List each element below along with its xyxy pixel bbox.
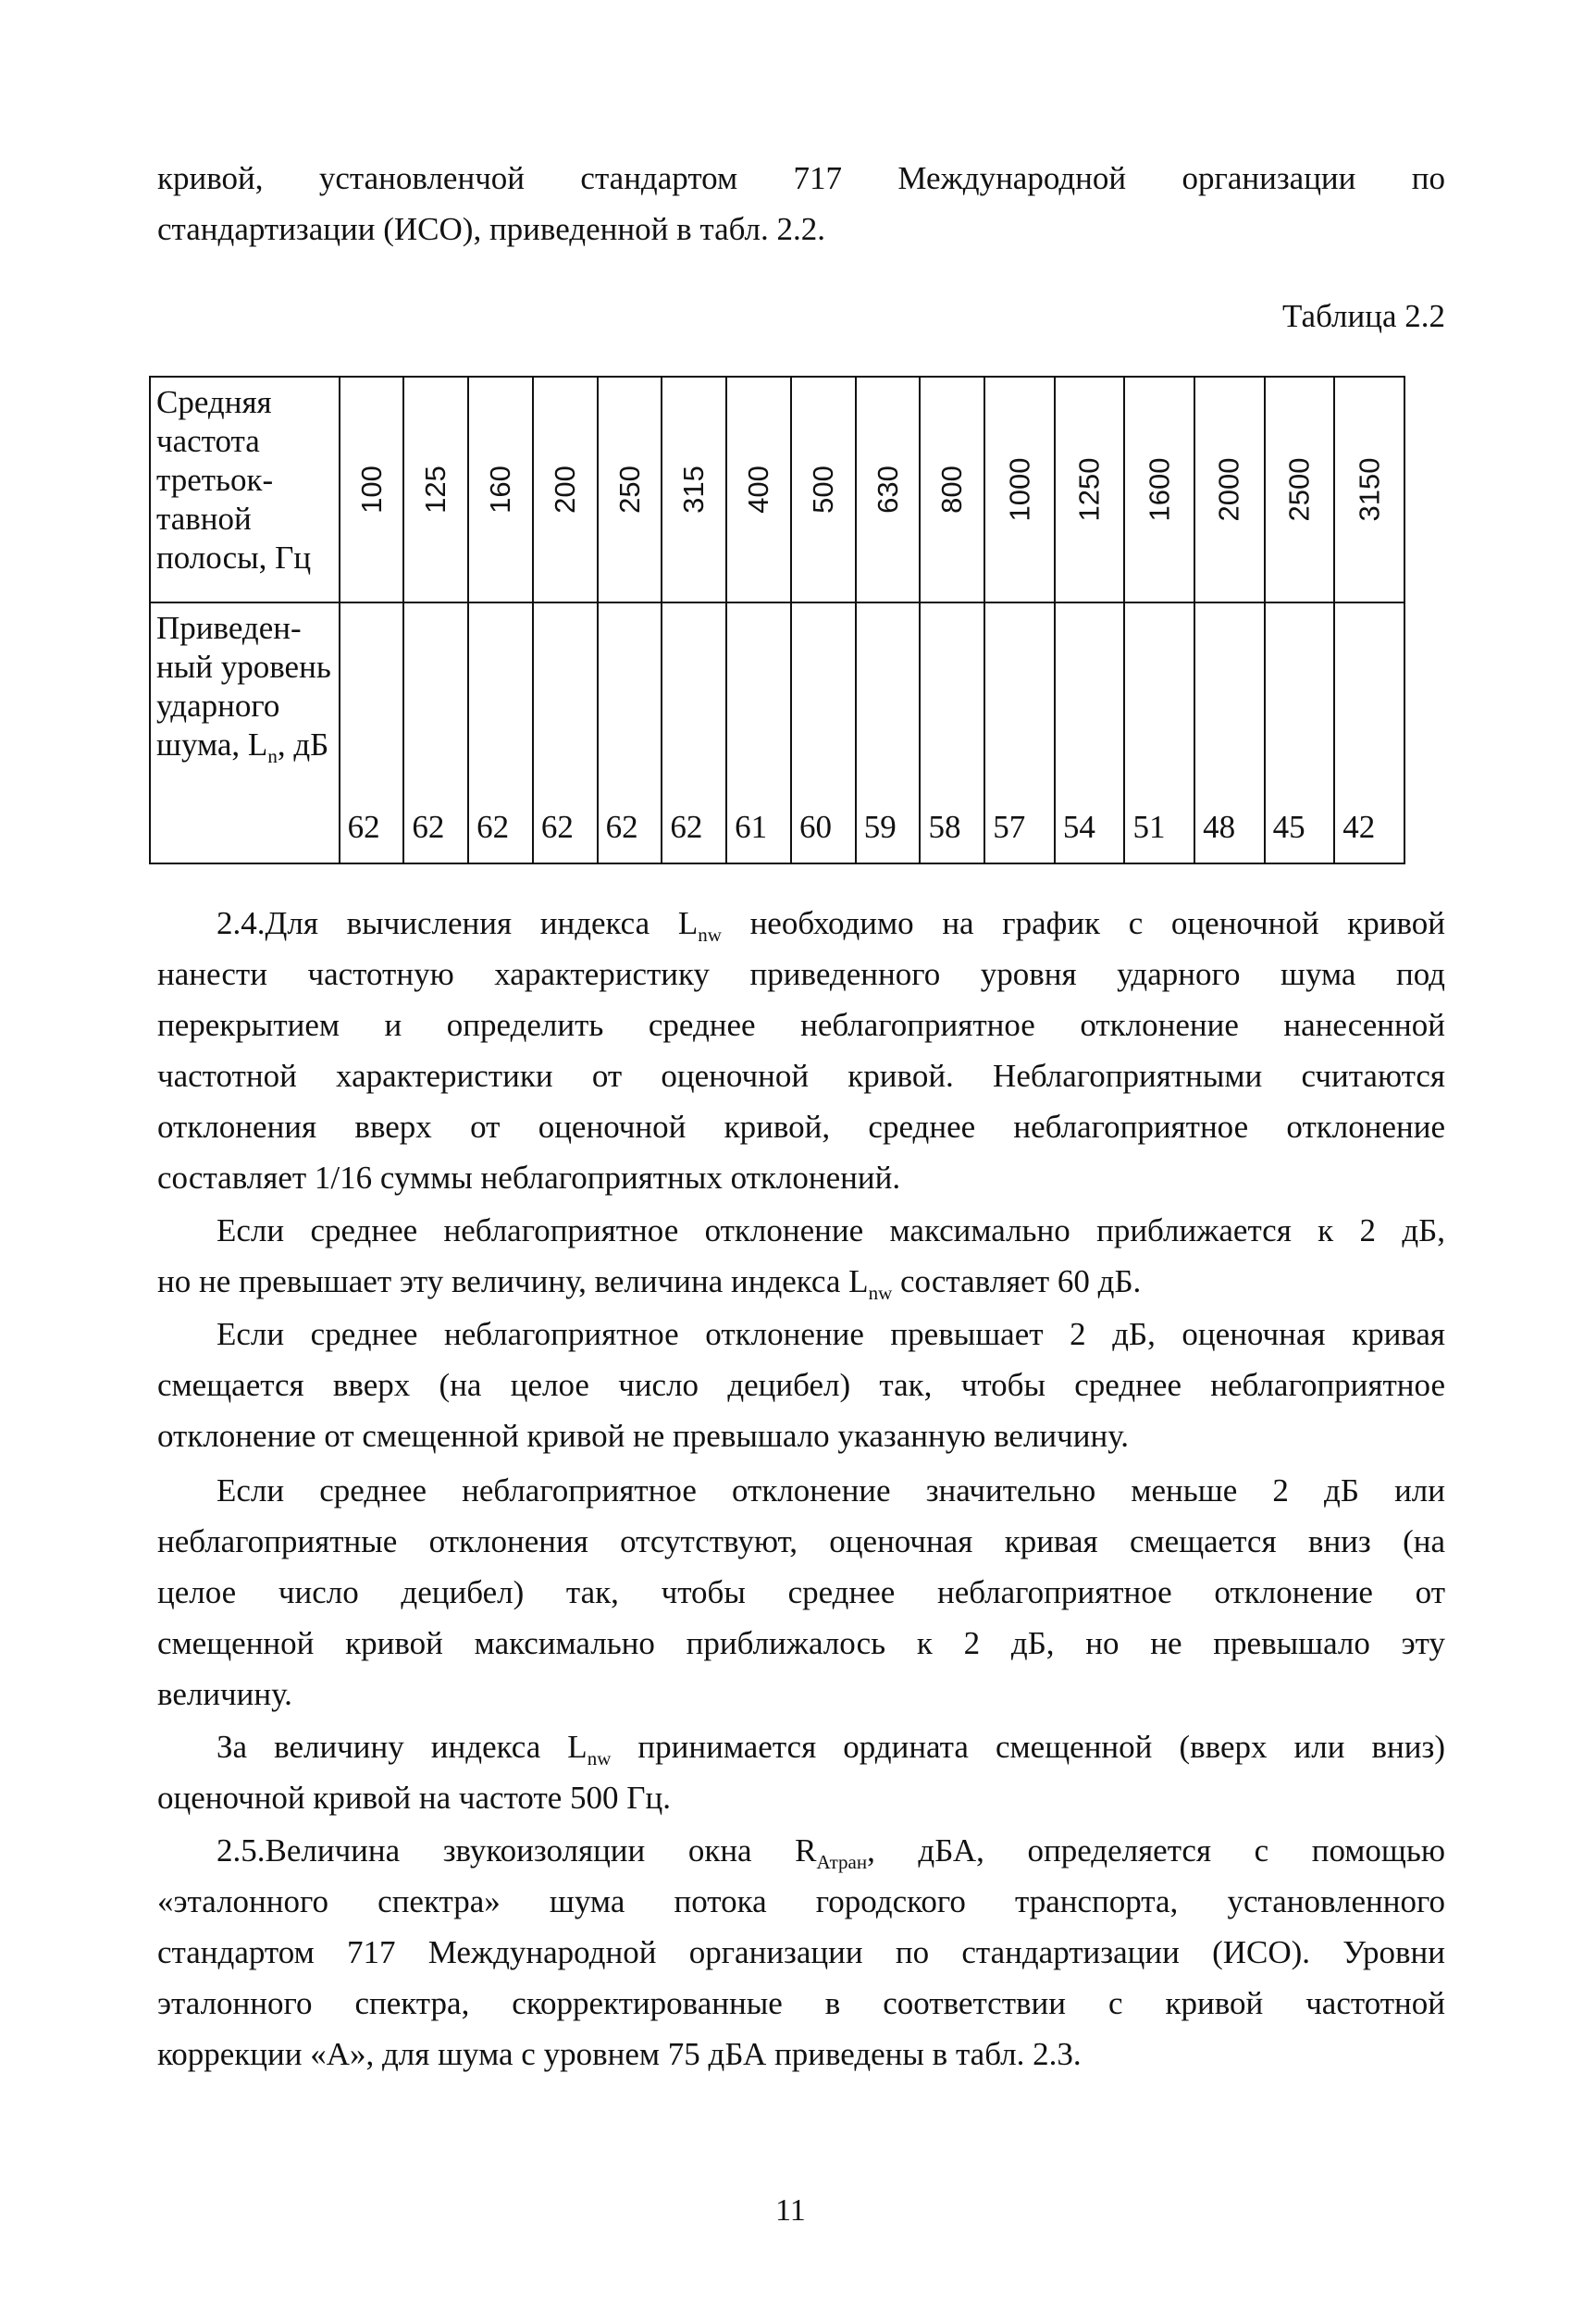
table-caption: Таблица 2.2 xyxy=(1282,298,1445,334)
freq-cell: 1000 xyxy=(984,377,1055,602)
freq-cell: 400 xyxy=(726,377,791,602)
pc-line-4: смещенной кривой максимально приближалось к 2 дБ, но не превышало эту xyxy=(157,1625,1445,1661)
p24-line-4: частотной характеристики от оценочной кривой. Неблагоприятными считаются xyxy=(157,1058,1445,1094)
p25-line-4: эталонного спектра, скорректированные в соответствии с кривой частотной xyxy=(157,1985,1445,2021)
freq-cell: 200 xyxy=(533,377,598,602)
pb-line-3: отклонение от смещенной кривой не превышало указанную величину. xyxy=(157,1418,1129,1454)
level-cell: 61 xyxy=(726,602,791,863)
pa-line-1: Если среднее неблагоприятное отклонение максимально приближается к 2 дБ, xyxy=(217,1212,1445,1248)
pb-line-1: Если среднее неблагоприятное отклонение превышает 2 дБ, оценочная кривая xyxy=(217,1316,1445,1352)
p25-line-2: «эталонного спектра» шума потока городского транспорта, установленного xyxy=(157,1883,1445,1919)
frequency-row-header xyxy=(150,377,340,602)
p24-line-1: 2.4.Для вычисления индекса $L_{nw}$ необходимо на график с оценочной кривой xyxy=(217,905,1445,946)
frequency-row-header-text: Средняя частота третьок-тавной полосы, Гц xyxy=(156,384,312,576)
pd-line-1: За величину индекса $L_{nw}$ принимается ордината смещенной (вверх или вниз) xyxy=(217,1729,1445,1769)
level-cell: 60 xyxy=(791,602,856,863)
impact-noise-table xyxy=(149,376,1405,864)
level-cell: 58 xyxy=(920,602,984,863)
freq-cell: 1600 xyxy=(1124,377,1194,602)
level-cell: 62 xyxy=(533,602,598,863)
freq-cell: 2000 xyxy=(1194,377,1265,602)
freq-cell: 1250 xyxy=(1055,377,1125,602)
freq-cell: 160 xyxy=(468,377,533,602)
level-cell: 62 xyxy=(403,602,468,863)
intro-line-2: стандартизации (ИСО), приведенной в табл. 2.2. xyxy=(157,211,826,247)
freq-cell: 2500 xyxy=(1265,377,1335,602)
page-number: 11 xyxy=(775,2193,806,2228)
p24-line-2: нанести частотную характеристику приведенного уровня ударного шума под xyxy=(157,956,1445,992)
level-cell: 51 xyxy=(1124,602,1194,863)
p25-line-3: стандартом 717 Международной организации по стандартизации (ИСО). Уровни xyxy=(157,1934,1445,1970)
level-cell: 62 xyxy=(468,602,533,863)
freq-cell: 630 xyxy=(856,377,921,602)
freq-cell: 315 xyxy=(662,377,726,602)
level-cell: 62 xyxy=(598,602,662,863)
p25-line-5: коррекции «А», для шума с уровнем 75 дБА приведены в табл. 2.3. xyxy=(157,2036,1082,2072)
level-cell: 59 xyxy=(856,602,921,863)
pc-line-2: неблагоприятные отклонения отсутствуют, оценочная кривая смещается вниз (на xyxy=(157,1523,1445,1559)
pc-line-3: целое число децибел) так, чтобы среднее неблагоприятное отклонение от xyxy=(157,1574,1445,1610)
level-cell: 62 xyxy=(340,602,404,863)
p25-line-1: 2.5.Величина звукоизоляции окна $R_{Атран}$, дБА, определяется с помощью xyxy=(217,1832,1445,1873)
pb-line-2: смещается вверх (на целое число децибел) так, чтобы среднее неблагоприятное xyxy=(157,1367,1445,1403)
freq-cell: 250 xyxy=(598,377,662,602)
level-cell: 48 xyxy=(1194,602,1265,863)
level-cell: 57 xyxy=(984,602,1055,863)
frequency-row xyxy=(150,377,1404,602)
p24-line-3: перекрытием и определить среднее неблагоприятное отклонение нанесенной xyxy=(157,1007,1445,1043)
freq-cell: 500 xyxy=(791,377,856,602)
level-cell: 45 xyxy=(1265,602,1335,863)
p24-line-5: отклонения вверх от оценочной кривой, среднее неблагоприятное отклонение xyxy=(157,1109,1445,1145)
freq-cell: 800 xyxy=(920,377,984,602)
freq-cell: 100 xyxy=(340,377,404,602)
pc-line-1: Если среднее неблагоприятное отклонение значительно меньше 2 дБ или xyxy=(217,1472,1445,1509)
pa-line-2: но не превышает эту величину, величина индекса $L_{nw}$ составляет 60 дБ. xyxy=(157,1263,1142,1304)
pd-line-2: оценочной кривой на частоте 500 Гц. xyxy=(157,1780,672,1816)
freq-cell: 3150 xyxy=(1334,377,1404,602)
level-row xyxy=(150,602,1404,863)
freq-cell: 125 xyxy=(403,377,468,602)
level-row-header: Приведен-ный уровень ударного шума, $L_n$, дБ xyxy=(150,602,340,863)
level-cell: 62 xyxy=(662,602,726,863)
level-cell: 54 xyxy=(1055,602,1125,863)
intro-line-1: кривой, установленчой стандартом 717 Международной организации по xyxy=(157,160,1445,196)
pc-line-5: величину. xyxy=(157,1676,292,1712)
p24-line-6: составляет 1/16 суммы неблагоприятных отклонений. xyxy=(157,1160,901,1196)
level-cell: 42 xyxy=(1334,602,1404,863)
